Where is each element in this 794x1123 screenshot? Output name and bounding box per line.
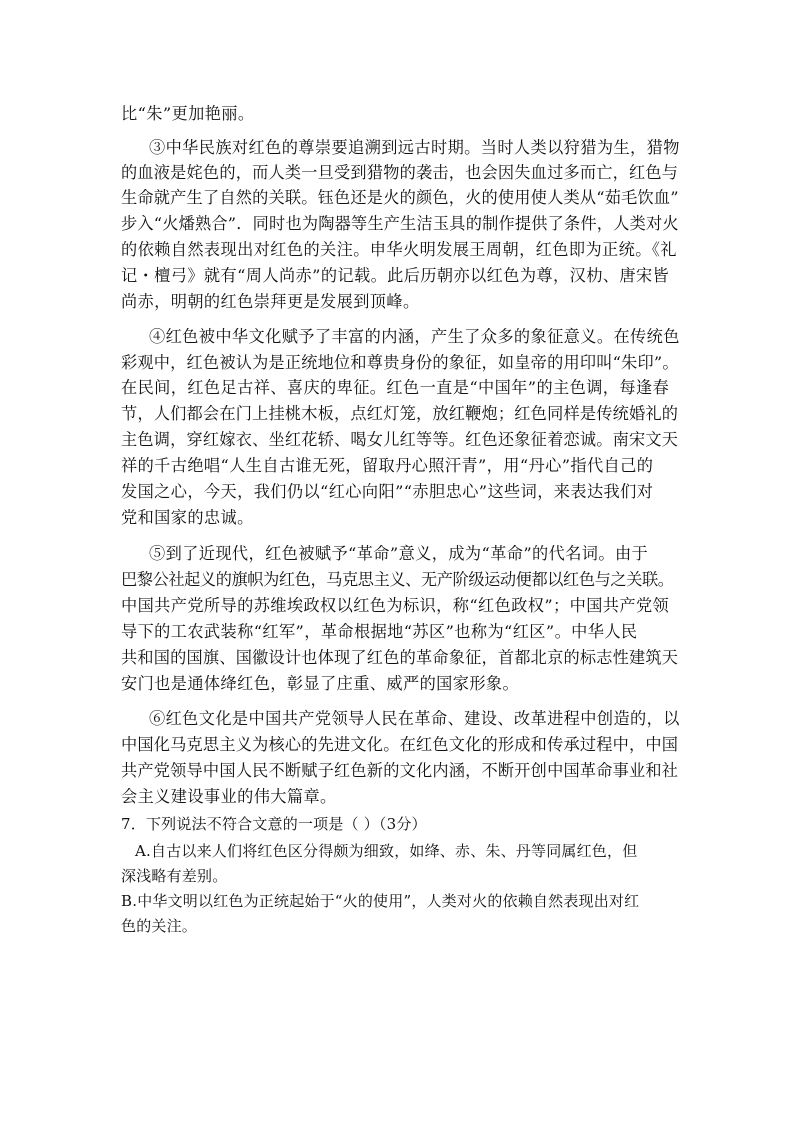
passage-line: ④红色被中华文化赋予了丰富的内涵，产生了众多的象征意义。在传统色	[149, 327, 680, 346]
option-a-line: 深浅略有差别。	[121, 867, 228, 885]
passage-line: 共和国的国旗、国徽设计也体现了红色的革命象征，首都北京的标志性建筑天	[121, 648, 679, 667]
passage-line: ③中华民族对红色的尊崇要追溯到远古时期。当时人类以狩猎为生，猎物	[149, 138, 680, 157]
option-b-line: B.中华文明以红色为正统起始于“火的使用”，人类对火的依赖自然表现出对红	[121, 892, 640, 910]
passage-line: 共产党领导中国人民不断赋子红色新的文化内涵，不断开创中国革命事业和社	[121, 761, 679, 780]
passage-line: 记・檀弓》就有“周人尚赤”的记载。此后历朝亦以红色为尊，汉朸、唐宋皆	[121, 266, 670, 285]
passage-line: 安门也是通体绛红色，彰显了庄重、威严的国家形象。	[121, 674, 520, 693]
passage-line: 比“朱”更加艳丽。	[121, 104, 255, 123]
passage-line: 中国共产党所导的苏维埃政权以红色为标识，称“红色政权”；中国共产党领	[121, 596, 670, 615]
passage-line: ⑤到了近现代，红色被赋予“革命”意义，成为“革命”的代名词。由于	[149, 544, 649, 563]
passage-line: 尚赤，明朝的红色崇拜更是发展到顶峰。	[121, 292, 420, 311]
passage-line: 祥的千古绝唱“人生自古谁无死，留取丹心照汗青”，用“丹心”指代自己的	[121, 456, 654, 475]
question-stem: 7．下列说法不符合文意的一项是（ ）（3分）	[121, 815, 427, 833]
option-a-line: A.自古以来人们将红色区分得颇为细致，如绛、赤、朱、丹等同属红色，但	[135, 842, 638, 860]
passage-line: 中国化马克思主义为核心的先进文化。在红色文化的形成和传承过程中，中国	[121, 735, 679, 754]
passage-line: 主色调，穿红嫁衣、坐红花轿、喝女儿红等等。红色还象征着恋诚。南宋文天	[121, 430, 679, 449]
passage-line: 生命就产生了自然的关联。钰色还是火的颜色，火的使用使人类从“茹毛饮血”	[121, 188, 679, 207]
passage-line: 导下的工农武装称“红军”，革命根据地“苏区”也称为“红区”。中华人民	[121, 622, 638, 641]
passage-line: 步入“火燔熟合”．同时也为陶器等生产生洁玉具的制作提供了条件，人类对火	[121, 214, 679, 233]
option-b-line: 色的关注。	[121, 917, 198, 935]
passage-line: 彩观中，红色被认为是正统地位和尊贵身份的象征，如皇帝的用印叫“朱印”。	[121, 353, 679, 372]
passage-line: 巴黎公社起义的旗帜为红色，马克思主义、无产阶级运动便都以红色与之关联。	[121, 570, 674, 589]
passage-line: 党和国家的忠诚。	[121, 508, 254, 527]
passage-line: 会主义建设事业的伟大篇章。	[121, 787, 337, 806]
passage-line: 节，人们都会在门上挂桃木板，点红灯笼，放红鞭炮；红色同样是传统婚礼的	[121, 404, 679, 423]
passage-line: 在民间，红色足古祥、喜庆的卑征。红色一直是“中国年”的主色调，每逢春	[121, 378, 670, 397]
passage-line: 的血液是姹色的，而人类一旦受到猎物的袭击，也会因失血过多而亡，红色与	[121, 163, 679, 182]
passage-line: 的依赖自然表现出对红色的关注。申华火明发展王周朝，红色即为正统。《礼	[121, 240, 677, 259]
passage-line: 发国之心，今天，我们仍以“红心向阳”“赤胆忠心”这些词，来表达我们对	[121, 482, 654, 501]
passage-line: ⑥红色文化是中国共产党领导人民在革命、建设、改革进程中创造的，以	[149, 709, 680, 728]
